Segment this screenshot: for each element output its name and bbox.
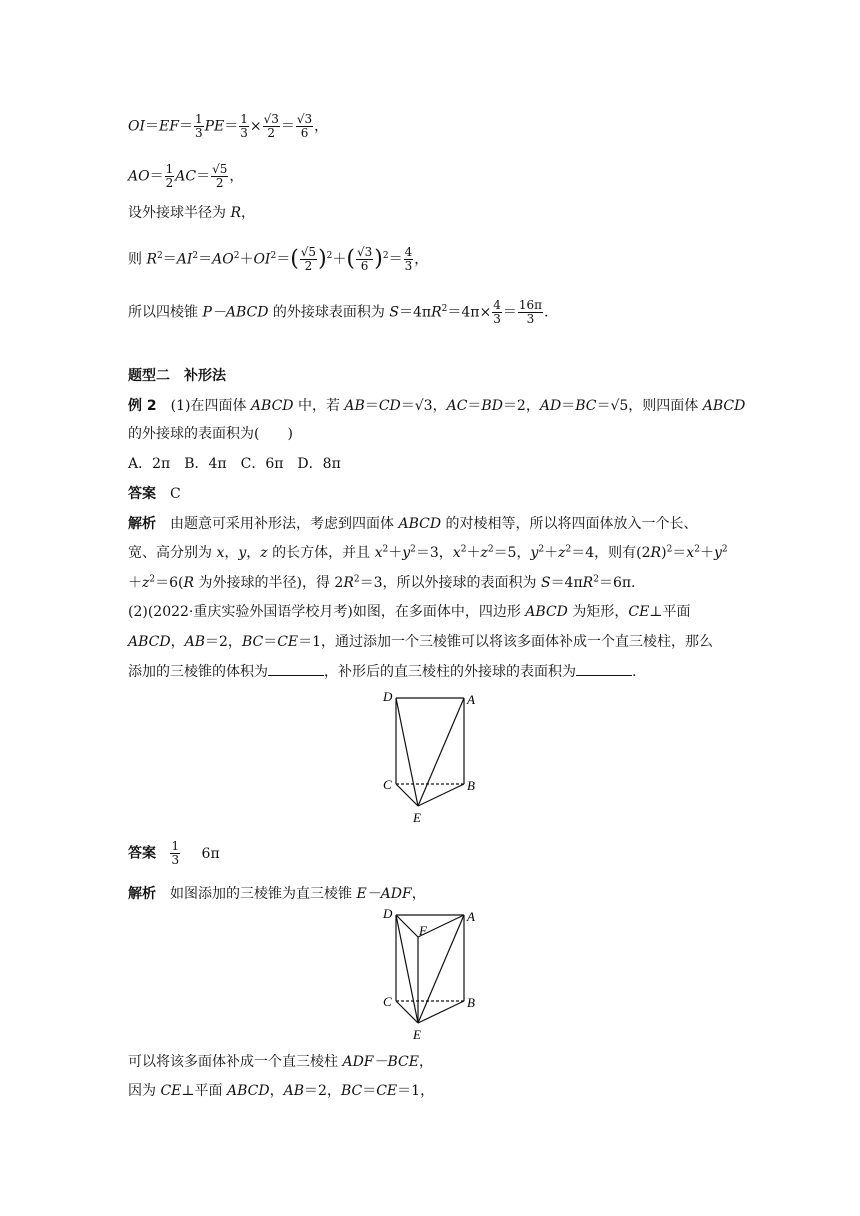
vertex-label-c: C [383,994,392,1009]
reason-statement: 因为 CE⊥平面 ABCD，AB＝2，BC＝CE＝1， [128,1083,435,1099]
text: CD [378,398,401,414]
fraction: $\frac{1}{3}$ [171,839,180,867]
text: ＝ [467,398,482,414]
vertex-label-c: C [383,777,392,792]
vertex-label-b: B [467,778,475,793]
text: ＝ [145,118,160,135]
text: AC [175,168,197,185]
problem-2-line-3: 添加的三棱锥的体积为 ，补形后的直三棱柱的外接球的表面积为 . [128,661,636,682]
figure-prism [380,905,480,1045]
answer-1 [128,484,181,504]
formula-oi [128,113,328,140]
solution-1-line-1 [128,514,698,534]
text: ， [229,168,244,185]
text: P－ABCD [202,304,269,321]
right-paren: ) [318,246,327,272]
text: ＝ [280,118,295,135]
text: 6π [201,845,220,862]
vertex-label-a: A [467,909,475,924]
vertex-label-d: D [383,906,393,921]
text: ＝ [276,251,291,268]
text: 中，若 [293,398,345,414]
text: ＝ [502,304,517,321]
text: 所以四棱锥 [128,304,203,321]
solution-1-line-2: 宽、高分别为 x，y，z 的长方体，并且 $x^2+y^2=3$，$x^2+z^2=5$，$y^2+z^2=4$，则有$(2R)^2=x^2+y^2$ [128,544,728,561]
text: ＝ [196,168,211,185]
text: AC [446,398,468,414]
radius-statement [128,203,255,223]
text: AO [128,168,150,185]
text: ABCD [250,398,294,414]
prism-statement: 可以将该多面体补成一个直三棱柱 ADF－BCE， [128,1054,433,1070]
solution-2-line-1: 解析 如图添加的三棱锥为直三棱锥 E－ADF， [128,886,426,902]
exponent: 2 [382,250,389,261]
text: OI [128,118,146,135]
text: PE [204,118,225,135]
fraction: $\frac{4}{3}$ [404,245,413,273]
solution-1-line-3: $+z^2=6(R$ 为外接球的半径)，得 $2R^2=3$，所以外接球的表面积为 $S=4\pi R^2=6\pi$. [128,574,636,591]
right-paren: ) [374,246,383,272]
text: R [431,304,442,321]
text: BD [481,398,503,414]
left-paren: ( [290,246,299,272]
problem-2-line-1: (2)(2022·重庆实验外国语学校月考)如图，在多面体中，四边形 ABCD 为矩形，CE⊥平面 [128,604,691,620]
text: ＝2， [502,398,540,414]
fraction: $\frac{√3}{6}$ [296,112,313,140]
text: ABCD [702,398,746,414]
vertex-label-e: E [413,1027,421,1042]
fraction: $\frac{16\pi}{3}$ [518,298,542,326]
solution-label: 解析 [128,516,156,532]
text: ， [314,118,329,135]
text: AD [539,398,562,414]
text: × [249,118,262,135]
text: ＋ [332,251,347,268]
text: AI [176,251,193,268]
vertex-label-e: E [413,810,421,825]
text: ＝ [561,398,576,414]
text: EF [159,118,179,135]
exponent: 2 [157,250,163,261]
text: ＝ [178,118,193,135]
section-heading: 题型二 补形法 [128,368,226,384]
text: R [230,205,241,221]
text: 由题意可采用补形法，考虑到四面体 [156,516,399,532]
fraction: $\frac{√5}{2}$ [300,245,317,273]
text: ＝√5，则四面体 [596,398,703,414]
fraction: $\frac{1}{3}$ [240,112,248,140]
text: BC [575,398,597,414]
example-2-line-1 [128,396,745,416]
answer-label: 答案 [128,845,156,862]
text: R [146,251,157,268]
exponent: 2 [270,250,277,261]
solution-label: 解析 [128,886,156,902]
problem-2-line-2: ABCD，AB＝2，BC＝CE＝1，通过添加一个三棱锥可以将该多面体补成一个直三棱柱，那么 [128,634,714,650]
text: 设外接球半径为 [128,205,231,221]
formula-ao [128,163,243,190]
text: ＝ [162,251,177,268]
text: ， [414,251,429,268]
text: ＝ [388,251,403,268]
vertex-label-a: A [467,692,475,707]
text: ＝ [198,251,213,268]
fraction: $\frac{√5}{2}$ [212,162,228,190]
text: ＝ [364,398,379,414]
text: ， [241,205,255,221]
fraction: $\frac{4}{3}$ [493,298,501,326]
text: OI [253,251,271,268]
vertex-label-f: F [419,923,427,938]
answer-blank [268,661,324,676]
answer-2 [128,840,220,867]
text: . [544,304,549,321]
text: ＝√3， [400,398,447,414]
text: 的对棱相等，所以将四面体放入一个长、 [441,516,698,532]
text: C [156,486,181,502]
fraction: $\frac{√3}{6}$ [356,245,373,273]
exponent: 2 [192,250,199,261]
answer-label: 答案 [128,486,156,502]
fraction: $\frac{√3}{2}$ [263,112,279,140]
text: ＝ [224,118,239,135]
text: ＝ [149,168,164,185]
text: ABCD [398,516,442,532]
text: AB [344,398,365,414]
choices: A．2π B．4π C．6π D．8π [128,456,341,472]
formula-r-squared [128,246,428,273]
text: ＝4π× [447,304,492,321]
exponent: 2 [233,250,240,261]
text: ＝4π [398,304,432,321]
vertex-label-b: B [467,995,475,1010]
text: 则 [128,251,147,268]
exponent: 2 [326,250,333,261]
text: S [389,304,399,321]
text: ＋ [239,251,254,268]
surface-area-result [128,299,548,326]
text: (1)在四面体 [156,398,251,414]
example-label: 例 2 [128,398,157,414]
exponent: 2 [441,303,448,314]
fraction: $\frac{1}{3}$ [194,112,203,140]
text: 的外接球表面积为 [268,304,390,321]
example-2-line-2: 的外接球的表面积为( ) [128,426,293,442]
figure-polyhedron [380,688,480,828]
left-paren: ( [346,246,355,272]
text: AO [212,251,234,268]
vertex-label-d: D [383,689,393,704]
answer-blank [576,661,632,676]
fraction: $\frac{1}{2}$ [165,162,174,190]
